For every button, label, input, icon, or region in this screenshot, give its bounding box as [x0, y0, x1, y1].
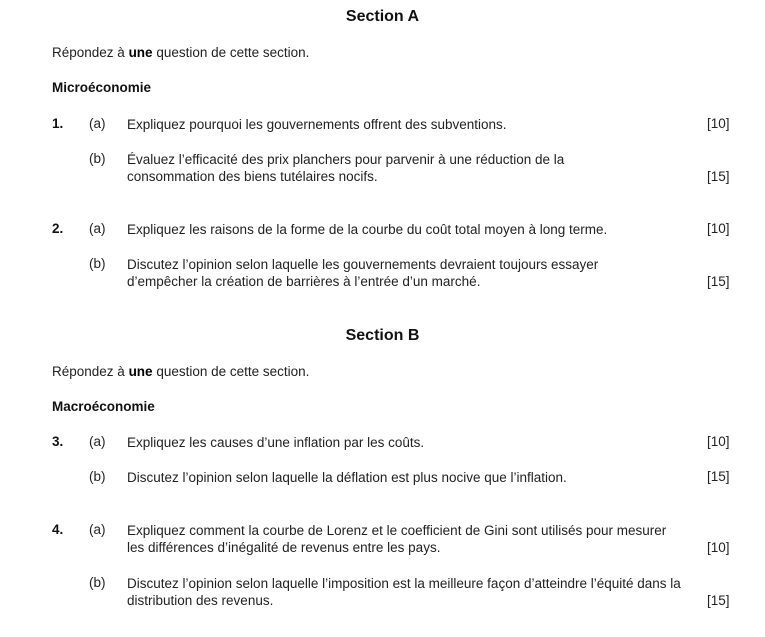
question-1a-text: Expliquez pourquoi les gouvernements offrent des subventions.	[127, 117, 507, 132]
question-3b-marks: [15]	[707, 469, 730, 484]
section-a-topic: Microéconomie	[52, 80, 152, 95]
instruction-text: Répondez à	[52, 364, 129, 379]
question-4a-text: Expliquez comment la courbe de Lorenz et le coefficient de Gini sont utilisés pour mesurer les différences d’inégalité de revenus entre les pays.	[127, 523, 667, 555]
question-2a-marks: [10]	[707, 221, 730, 236]
question-1-number: 1.	[52, 116, 64, 131]
question-3b-label: (b)	[89, 469, 106, 484]
instruction-text: question de cette section.	[152, 364, 310, 379]
question-3a-marks: [10]	[707, 434, 730, 449]
question-1b-text: Évaluez l’efficacité des prix planchers pour parvenir à une réduction de la consommation des biens tutélaires nocifs.	[127, 152, 565, 184]
instruction-text: Répondez à	[52, 45, 129, 60]
question-4a-label: (a)	[89, 522, 106, 537]
question-2b-text: Discutez l’opinion selon laquelle les gouvernements devraient toujours essayer d’empêcher la création de barrières à l’entrée d’un marché.	[127, 257, 599, 289]
instruction-bold: une	[128, 364, 153, 379]
question-2a-text: Expliquez les raisons de la forme de la courbe du coût total moyen à long terme.	[127, 222, 608, 237]
section-b-topic: Macroéconomie	[52, 399, 155, 414]
question-4b-marks: [15]	[707, 593, 730, 608]
question-3a-text: Expliquez les causes d’une inflation par les coûts.	[127, 435, 425, 450]
question-2-number: 2.	[52, 221, 64, 236]
section-a-instruction	[52, 45, 309, 60]
question-2b-label: (b)	[89, 256, 106, 271]
question-4b-label: (b)	[89, 575, 106, 590]
instruction-text: question de cette section.	[152, 45, 310, 60]
instruction-bold: une	[128, 45, 153, 60]
question-1a-marks: [10]	[707, 116, 730, 131]
section-b-title: Section B	[345, 327, 420, 344]
question-3-number: 3.	[52, 434, 64, 449]
question-2a-label: (a)	[89, 221, 106, 236]
question-4b-text: Discutez l’opinion selon laquelle l’imposition est la meilleure façon d’atteindre l’équité dans la distribution des revenus.	[127, 576, 681, 608]
section-b-instruction	[52, 364, 309, 379]
question-1a-label: (a)	[89, 116, 106, 131]
question-1b-marks: [15]	[707, 169, 730, 184]
question-3a-label: (a)	[89, 434, 106, 449]
question-4-number: 4.	[52, 522, 64, 537]
question-1b-label: (b)	[89, 151, 106, 166]
section-a-title: Section A	[345, 8, 420, 25]
question-4a-marks: [10]	[707, 540, 730, 555]
question-2b-marks: [15]	[707, 274, 730, 289]
question-3b-text: Discutez l’opinion selon laquelle la déflation est plus nocive que l’inflation.	[127, 470, 567, 485]
